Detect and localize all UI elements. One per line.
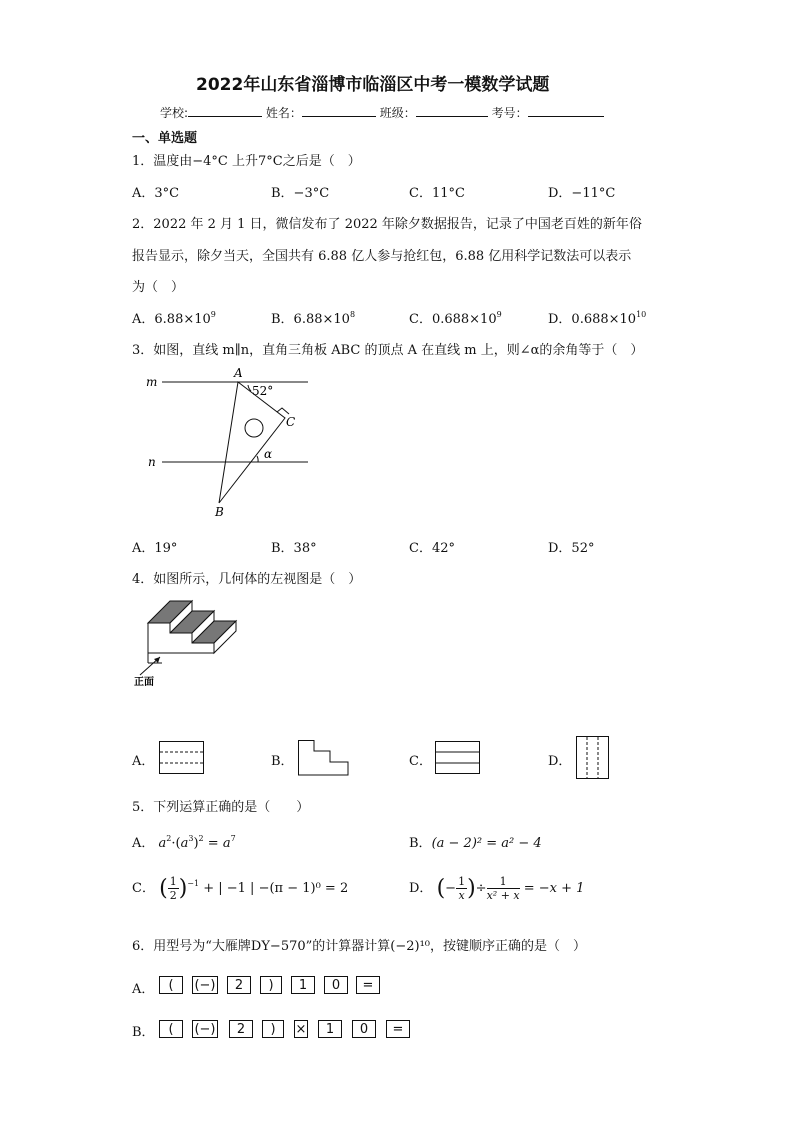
number-blank <box>528 104 604 117</box>
q1-option-c: C．11°C <box>409 186 465 201</box>
section-heading: 一、单选题 <box>132 131 198 146</box>
front-label: 正面 <box>134 677 154 688</box>
key-two: 2 <box>227 976 251 994</box>
q5-option-c: C． ( $\frac{1}{2}$ )$^{-1}$ + | −1 | −(π − 1)⁰ = 2 <box>132 875 349 902</box>
q6-stem: 6．用型号为“大雁牌DY−570”的计算器计算(−2)¹⁰，按键顺序正确的是（ ） <box>132 939 587 954</box>
label-52: 52° <box>252 384 274 398</box>
q6-option-a-label: A． <box>132 982 155 997</box>
key-negative: (−) <box>192 1020 218 1038</box>
page-title: 2022年山东省淄博市临淄区中考一模数学试题 <box>196 75 550 95</box>
q4-option-a-figure <box>159 741 205 775</box>
label-alpha: α <box>264 447 273 461</box>
key-negative: (−) <box>192 976 218 994</box>
triangle-abc <box>219 382 285 503</box>
q4-option-d-figure <box>576 736 612 780</box>
key-open-paren: ( <box>159 976 183 994</box>
class-blank <box>416 104 488 117</box>
label-b: B <box>215 505 224 519</box>
key-open-paren: ( <box>159 1020 183 1038</box>
q5-stem: 5．下列运算正确的是（ ） <box>132 800 310 815</box>
q4-stem: 4．如图所示，几何体的左视图是（ ） <box>132 572 362 587</box>
q3-stem: 3．如图，直线 m∥n，直角三角板 ABC 的顶点 A 在直线 m 上，则∠α的余角等于（ ） <box>132 343 644 358</box>
key-one: 1 <box>291 976 315 994</box>
key-one: 1 <box>318 1020 342 1038</box>
key-zero: 0 <box>352 1020 376 1038</box>
q2-option-c: C．$0.688\times 10^9$ <box>409 310 502 327</box>
q3-option-a: A．19° <box>132 541 178 556</box>
student-info-row <box>160 104 604 121</box>
name-blank <box>302 104 376 117</box>
q4-stair-solid-figure <box>132 595 252 688</box>
key-close-paren: ) <box>262 1020 284 1038</box>
q1-option-a: A．3°C <box>132 186 180 201</box>
q2-option-b: B．$6.88\times 10^8$ <box>271 310 356 327</box>
alpha-arc <box>257 456 258 462</box>
q2-stem-line3: 为（ ） <box>132 280 185 295</box>
class-label: 班级： <box>379 106 416 120</box>
q3-option-b: B．38° <box>271 541 317 556</box>
q2-stem-line2: 报告显示，除夕当天，全国共有 6.88 亿人参与抢红包，6.88 亿用科学记数法可以表示 <box>132 249 632 264</box>
q6-option-b-label: B． <box>132 1025 155 1040</box>
q4-option-c-figure <box>435 741 481 775</box>
key-two: 2 <box>229 1020 253 1038</box>
q1-option-d: D．−11°C <box>548 186 616 201</box>
number-label: 考号： <box>491 106 528 120</box>
q4-option-b-figure <box>298 740 350 776</box>
triangle-hole <box>245 419 263 437</box>
q5-option-d: D． (− $\frac{1}{x}$ )÷ $\frac{1}{\text{x² + x}}$ = −x + 1 <box>409 875 585 902</box>
q5-option-a: A． $a^2\cdot(a^3)^2 = a^7$ <box>132 834 236 851</box>
key-close-paren: ) <box>260 976 282 994</box>
label-n: n <box>148 455 156 469</box>
key-equals: = <box>386 1020 410 1038</box>
key-equals: = <box>356 976 380 994</box>
key-multiply: × <box>295 1022 307 1037</box>
q4-option-c-label: C． <box>409 754 432 769</box>
q3-option-d: D．52° <box>548 541 595 556</box>
q4-option-a-label: A． <box>132 754 155 769</box>
q3-triangle-figure <box>140 365 320 519</box>
school-blank <box>188 104 262 117</box>
name-label: 姓名： <box>265 106 302 120</box>
q2-option-d: D．$0.688\times 10^{10}$ <box>548 310 647 327</box>
q4-option-d-label: D． <box>548 754 572 769</box>
q1-option-b: B．−3°C <box>271 186 330 201</box>
key-zero: 0 <box>324 976 348 994</box>
school-label: 学校: <box>160 106 189 120</box>
label-a: A <box>234 366 243 380</box>
label-m: m <box>146 375 158 389</box>
q4-option-b-label: B． <box>271 754 294 769</box>
q2-stem-line1: 2．2022 年 2 月 1 日，微信发布了 2022 年除夕数据报告，记录了中国老百姓的新年俗 <box>132 217 642 232</box>
label-c: C <box>286 415 296 429</box>
q1-stem: 1．温度由−4°C 上升7°C之后是（ ） <box>132 154 361 169</box>
q3-option-c: C．42° <box>409 541 455 556</box>
q5-option-b: B．(a − 2)² = a² − 4 <box>409 836 542 851</box>
q2-option-a: A．$6.88\times 10^9$ <box>132 310 216 327</box>
